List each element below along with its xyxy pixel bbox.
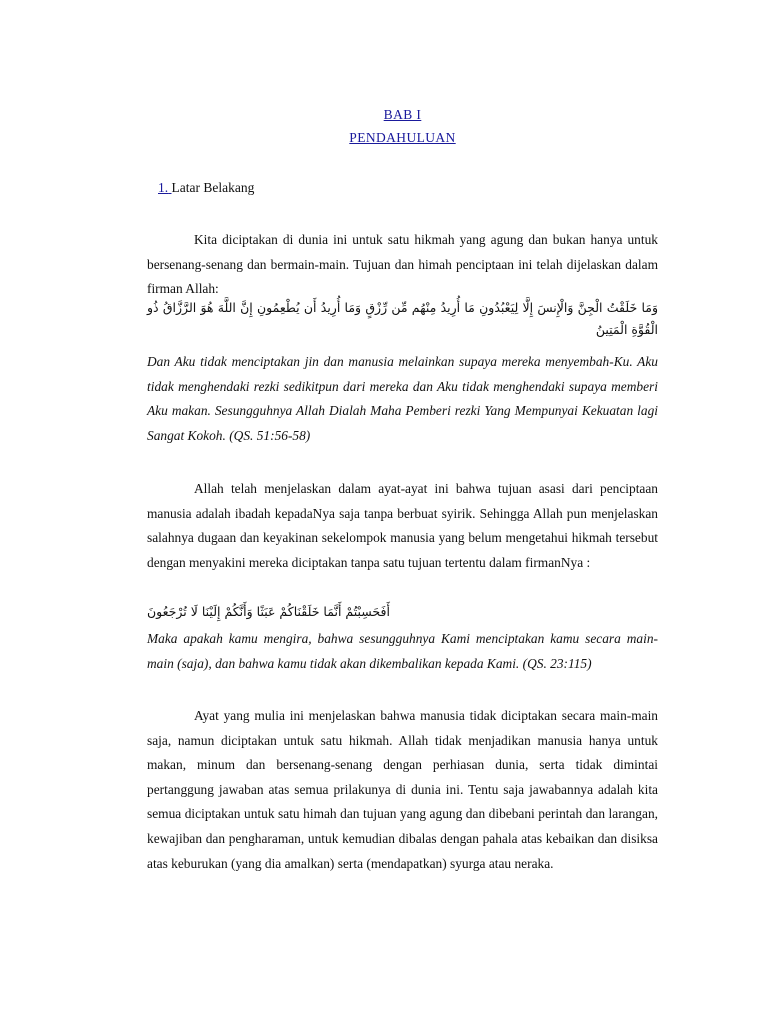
arabic-verse-2-container bbox=[147, 601, 658, 623]
paragraph-3: Ayat yang mulia ini menjelaskan bahwa manusia tidak diciptakan secara main-main saja, namun diciptakan untuk satu hikmah. Allah tidak menjadikan manusia hanya untuk makan, minum dan bersenang-senang dengan perhiasan dunia, serta tidak dimintai pertanggung jawaban atas semua prilakunya di dunia ini. Tentu saja jawabannya adalah kita semua diciptakan untuk satu himah dan tujuan yang agung dan dibebani perintah dan larangan, kewajiban dan pengharaman, untuk kemudian dibalas dengan pahala atas kebaikan dan disiksa atas keburukan (yang dia amalkan) serta (mendapatkan) syurga atau neraka. bbox=[147, 708, 658, 871]
verse-translation-2: Maka apakah kamu mengira, bahwa sesungguhnya Kami menciptakan kamu secara main-main (saja), dan bahwa kamu tidak akan dikembalikan kepada Kami. (QS. 23:115) bbox=[147, 631, 658, 671]
verse-translation-1: Dan Aku tidak menciptakan jin dan manusia melainkan supaya mereka menyembah-Ku. Aku tidak menghendaki rezki sedikitpun dari mereka dan Aku tidak menghendaki supaya memberi Aku makan. Sesungguhnya Allah Dialah Maha Pemberi rezki Yang Mempunyai Kekuatan lagi Sangat Kokoh. (QS. 51:56-58) bbox=[147, 354, 658, 443]
paragraph-2: Allah telah menjelaskan dalam ayat-ayat ini bahwa tujuan asasi dari penciptaan manusia adalah ibadah kepadaNya saja tanpa berbuat syirik. Sehingga Allah pun menjelaskan salahnya dugaan dan keyakinan sekelompok manusia yang belum mengetahui hikmah tersebut dengan menyakini mereka diciptakan tanpa satu tujuan tertentu dalam firmanNya : bbox=[147, 481, 658, 570]
section-title: Latar Belakang bbox=[171, 180, 255, 195]
paragraph-1: Kita diciptakan di dunia ini untuk satu hikmah yang agung dan bukan hanya untuk bersenang-senang dan bermain-main. Tujuan dan himah penciptaan ini telah dijelaskan dalam firman Allah: bbox=[147, 232, 658, 297]
arabic-verse-2: أَفَحَسِبْتُمْ أَنَّمَا خَلَقْنَاكُمْ عَبَثًا وَأَنَّكُمْ إِلَيْنَا لَا تُرْجَعُونَ bbox=[147, 604, 390, 619]
chapter-title-heading bbox=[0, 130, 768, 146]
chapter-number-text: BAB I bbox=[383, 107, 422, 122]
section-heading bbox=[158, 180, 254, 196]
chapter-title-text: PENDAHULUAN bbox=[349, 130, 456, 145]
arabic-verse-1: وَمَا خَلَقْتُ الْجِنَّ وَالْإِنسَ إِلَّا لِيَعْبُدُونِ مَا أُرِيدُ مِنْهُم مِّن رِّزْقٍ وَمَا أُرِيدُ أَن يُطْعِمُونِ إِنَّ اللَّهَ هُوَ الرَّزَّاقُ ذُو الْقُوَّةِ الْمَتِينُ bbox=[147, 300, 658, 337]
chapter-number-heading bbox=[0, 107, 768, 123]
section-number: 1. bbox=[158, 180, 169, 195]
